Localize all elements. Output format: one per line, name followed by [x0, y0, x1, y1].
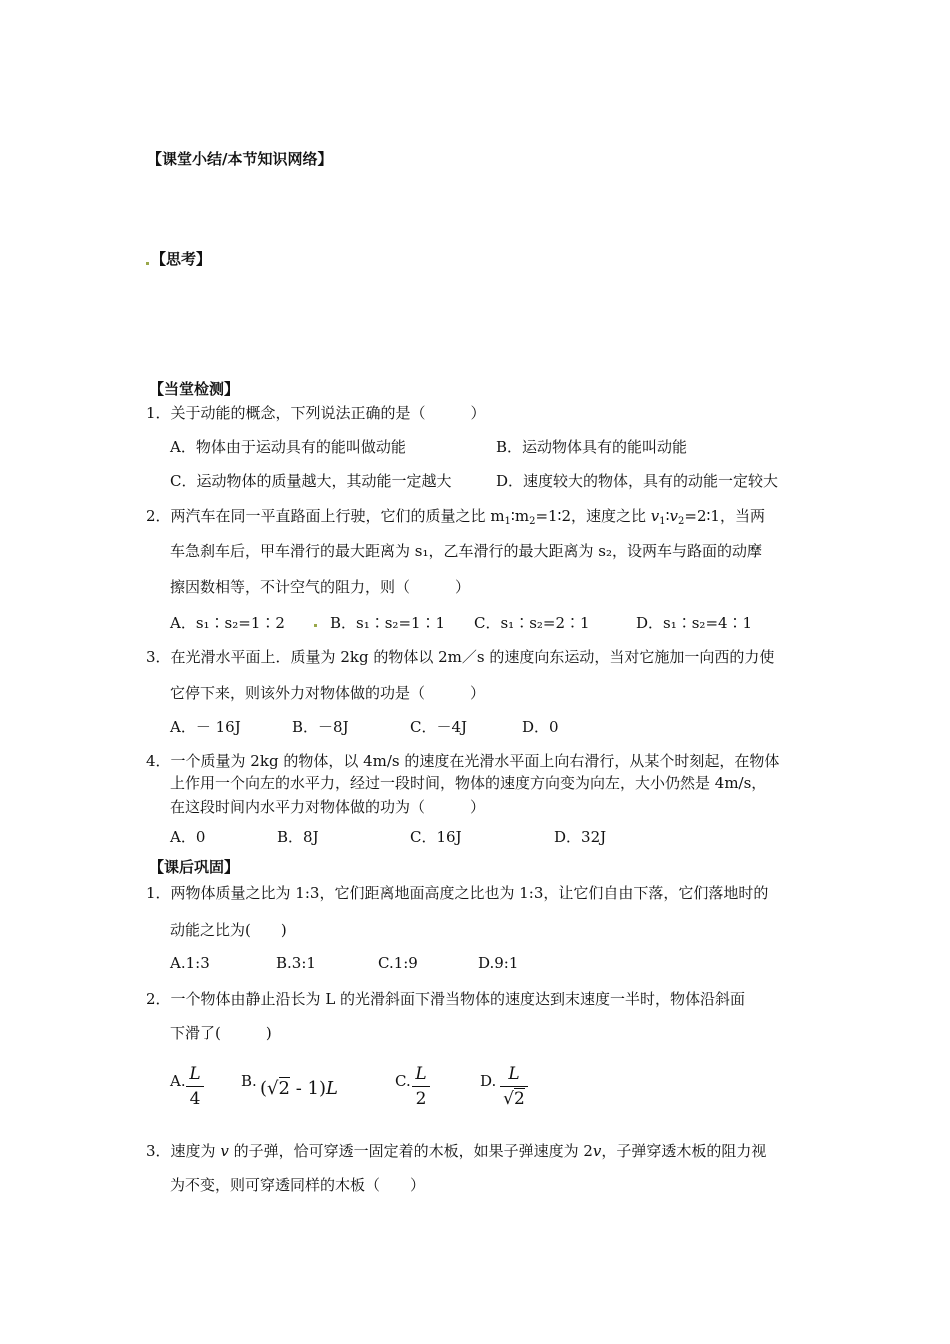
section-after: 【课后巩固】: [149, 858, 240, 876]
after-q1-option-c: C.1:9: [378, 954, 418, 972]
after-q3-line2: 为不变，则可穿透同样的木板（ ）: [170, 1176, 426, 1194]
after-q2-option-b-label: B.: [241, 1072, 257, 1090]
section-summary: 【课堂小结/本节知识网络】: [147, 150, 333, 168]
after-q2-option-c-fraction: L 2: [412, 1064, 430, 1109]
marker-dot: [146, 262, 149, 265]
check-q3-option-d: D．0: [522, 718, 559, 736]
check-q1-stem: 1．关于动能的概念，下列说法正确的是（ ）: [146, 404, 486, 422]
section-check: 【当堂检测】: [149, 380, 240, 398]
after-q1-option-d: D.9:1: [478, 954, 519, 972]
after-q2-line1: 2．一个物体由静止沿长为 L 的光滑斜面下滑当物体的速度达到末速度一半时，物体沿斜面: [146, 990, 746, 1008]
check-q4-option-c: C．16J: [410, 828, 462, 846]
check-q1-option-b: B．运动物体具有的能叫动能: [496, 438, 688, 456]
check-q2-line2: 车急刹车后，甲车滑行的最大距离为 s₁，乙车滑行的最大距离为 s₂，设两车与路面的动摩: [170, 542, 762, 560]
check-q4-line2: 上作用一个向左的水平力，经过一段时间，物体的速度方向变为向左，大小仍然是 4m/s，: [170, 774, 767, 792]
check-q4-option-a: A．0: [170, 828, 206, 846]
after-q2-line2: 下滑了( ): [170, 1024, 272, 1042]
check-q4-option-d: D．32J: [554, 828, 607, 846]
check-q3-option-a: A．－ 16J: [170, 718, 241, 736]
check-q1-option-d: D．速度较大的物体，具有的动能一定较大: [496, 472, 779, 490]
after-q1-line1: 1．两物体质量之比为 1:3，它们距离地面高度之比也为 1:3，让它们自由下落，它们落地时的: [146, 884, 769, 902]
section-think: 【思考】: [151, 250, 212, 268]
check-q3-line1: 3．在光滑水平面上．质量为 2kg 的物体以 2m／s 的速度向东运动，当对它施加一向西的力使: [146, 648, 775, 666]
after-q2-option-a-label: A.: [170, 1072, 186, 1090]
after-q3-line1: 3．速度为 v 的子弹，恰可穿透一固定着的木板，如果子弹速度为 2v，子弹穿透木板的阻力视: [146, 1142, 767, 1160]
after-q2-option-c-label: C.: [395, 1072, 411, 1090]
check-q1-option-a: A．物体由于运动具有的能叫做动能: [170, 438, 406, 456]
check-q2-option-a: A．s₁∶s₂=1∶2: [170, 614, 285, 632]
after-q1-line2: 动能之比为( ): [170, 921, 287, 939]
after-q1-option-b: B.3:1: [276, 954, 316, 972]
check-q3-option-c: C．－4J: [410, 718, 468, 736]
check-q4-line1: 4．一个质量为 2kg 的物体，以 4m/s 的速度在光滑水平面上向右滑行，从某个时刻起，在物体: [146, 752, 780, 770]
marker-dot: [314, 624, 317, 627]
after-q2-option-d-fraction: L √2: [500, 1064, 528, 1109]
check-q3-option-b: B．－8J: [292, 718, 349, 736]
check-q1-option-c: C．运动物体的质量越大，其动能一定越大: [170, 472, 452, 490]
check-q2-option-b: B．s₁∶s₂=1∶1: [330, 614, 446, 632]
after-q2-option-b-expr: (√2 - 1)L: [260, 1078, 338, 1099]
check-q3-line2: 它停下来，则该外力对物体做的功是（ ）: [170, 684, 486, 702]
after-q2-option-a-fraction: L 4: [186, 1064, 204, 1109]
check-q2-option-c: C．s₁∶s₂=2∶1: [474, 614, 590, 632]
check-q4-option-b: B．8J: [277, 828, 319, 846]
check-q2-line3: 擦因数相等，不计空气的阻力，则（ ）: [170, 578, 471, 596]
check-q2-option-d: D．s₁∶s₂=4∶1: [636, 614, 753, 632]
check-q4-line3: 在这段时间内水平力对物体做的功为（ ）: [170, 798, 486, 816]
after-q2-option-d-label: D.: [480, 1072, 497, 1090]
check-q2-line1: 2．两汽车在同一平直路面上行驶，它们的质量之比 $m_1∶m_2=1∶2$，速度之比 $v_1∶v_2=2∶1$，当两: [146, 507, 765, 527]
after-q1-option-a: A.1:3: [170, 954, 210, 972]
